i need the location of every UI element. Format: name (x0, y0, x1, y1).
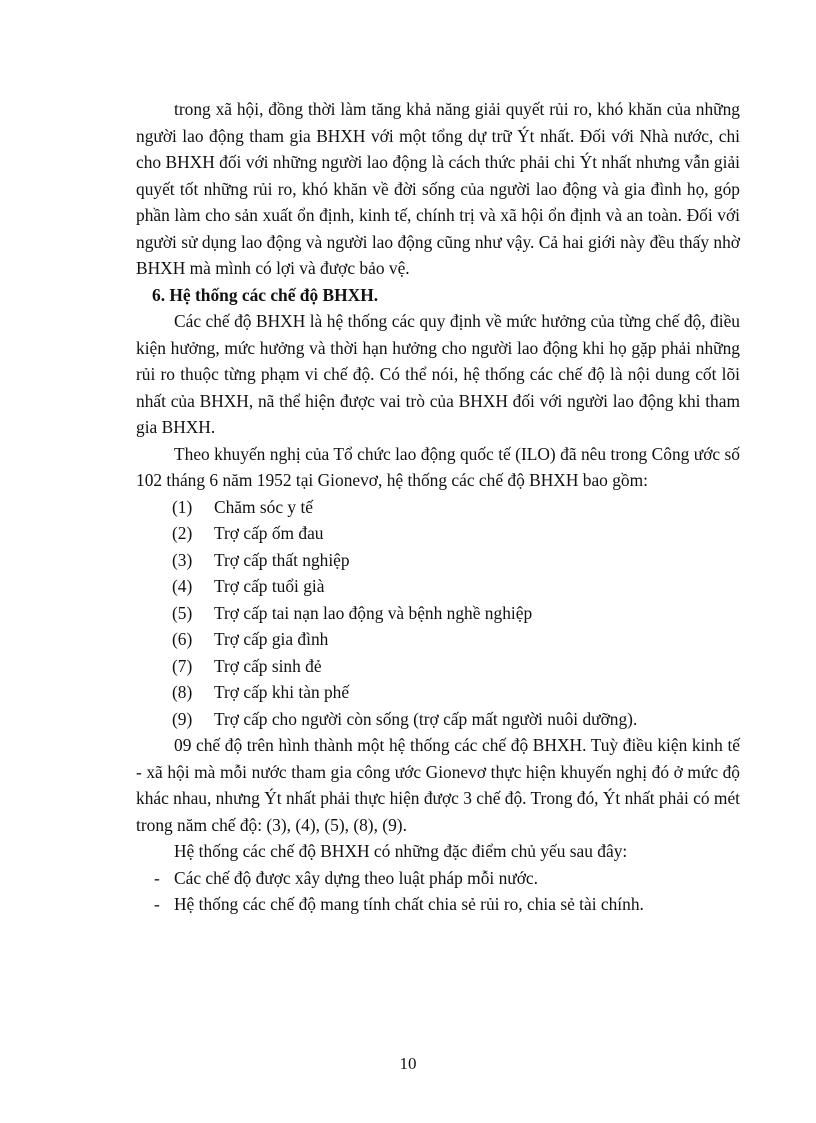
list-item (136, 653, 740, 680)
paragraph-definition: Các chế độ BHXH là hệ thống các quy định về mức hưởng của từng chế độ, điều kiện hưởng, mức hưởng và thời hạn hưởng cho người lao động khi họ gặp phải những rủi ro thuộc từng phạm vi chế độ. Có thể nói, hệ thống các chế độ là nội dung cốt lõi nhất của BHXH, nã thể hiện được vai trò của BHXH đối với người lao động khi tham gia BHXH. (136, 311, 740, 437)
paragraph-summary: 09 chế độ trên hình thành một hệ thống các chế độ BHXH. Tuỳ điều kiện kinh tế - xã hội mà mỗi nước tham gia công ước Gionevơ thực hiện khuyến nghị đó ở mức độ khác nhau, nhưng Ýt nhất phải thực hiện được 3 chế độ. Trong đó, Ýt nhất phải có mét trong năm chế độ: (3), (4), (5), (8), (9). (136, 735, 741, 835)
list-number: (9) (172, 708, 193, 729)
list-text: Chăm sóc y tế (214, 496, 314, 517)
paragraph-ilo: Theo khuyến nghị của Tổ chức lao động quốc tế (ILO) đã nêu trong Công ước số 102 tháng 6 năm 1952 tại Gionevơ, hệ thống các chế độ BHXH bao gồm: (136, 443, 740, 490)
bullet-item (136, 865, 740, 892)
list-item (136, 573, 740, 600)
list-number: (6) (172, 629, 193, 649)
bullet-text: Hệ thống các chế độ mang tính chất chia sẻ rủi ro, chia sẻ tài chính. (174, 894, 644, 914)
feature-list (136, 865, 740, 918)
list-item (136, 494, 740, 521)
section-heading: 6. Hệ thống các chế độ BHXH. (152, 284, 379, 305)
list-number: (4) (172, 576, 193, 596)
bullet-text: Các chế độ được xây dựng theo luật pháp mỗi nước. (174, 867, 538, 888)
list-item (136, 626, 740, 653)
list-text: Trợ cấp ốm đau (214, 523, 324, 543)
list-number: (5) (172, 602, 193, 623)
list-text: Trợ cấp sinh đẻ (214, 655, 322, 676)
list-item (136, 520, 740, 547)
list-item (136, 679, 740, 706)
list-text: Trợ cấp thất nghiệp (214, 549, 350, 570)
list-number: (3) (172, 549, 193, 570)
list-item (136, 706, 740, 733)
list-text: Trợ cấp tuổi già (214, 576, 325, 596)
paragraph-intro: trong xã hội, đồng thời làm tăng khả năng giải quyết rủi ro, khó khăn của những người lao động tham gia BHXH với một tổng dự trữ Ýt nhất. Đối với Nhà nước, chi cho BHXH đối với những người lao động là cách thức phải chi Ýt nhất nhưng vẫn giải quyết tốt những rủi ro, khó khăn về đời sống của người lao động và gia đình họ, góp phần làm cho sản xuất ổn định, kinh tế, chính trị và xã hội ổn định và an toàn. Đối với người sử dụng lao động và người lao động cũng như vậy. Cả hai giới này đều thấy nhờ BHXH mà mình có lợi và được bảo vệ. (136, 99, 740, 278)
bullet-marker: - (154, 867, 160, 888)
bullet-item (136, 891, 740, 918)
list-text: Trợ cấp tai nạn lao động và bệnh nghề nghiệp (214, 602, 533, 623)
list-number: (2) (172, 523, 193, 543)
page-number: 10 (399, 1054, 417, 1073)
regime-list (136, 494, 740, 733)
body-text (136, 96, 740, 918)
list-text: Trợ cấp cho người còn sống (trợ cấp mất người nuôi dưỡng). (214, 708, 638, 729)
list-number: (8) (172, 682, 193, 702)
list-text: Trợ cấp khi tàn phế (214, 682, 350, 702)
list-number: (1) (172, 496, 193, 517)
list-item (136, 600, 740, 627)
list-text: Trợ cấp gia đình (214, 629, 329, 649)
list-number: (7) (172, 655, 193, 676)
bullet-marker: - (154, 894, 160, 914)
paragraph-features: Hệ thống các chế độ BHXH có những đặc điểm chủ yếu sau đây: (174, 841, 628, 861)
list-item (136, 547, 740, 574)
